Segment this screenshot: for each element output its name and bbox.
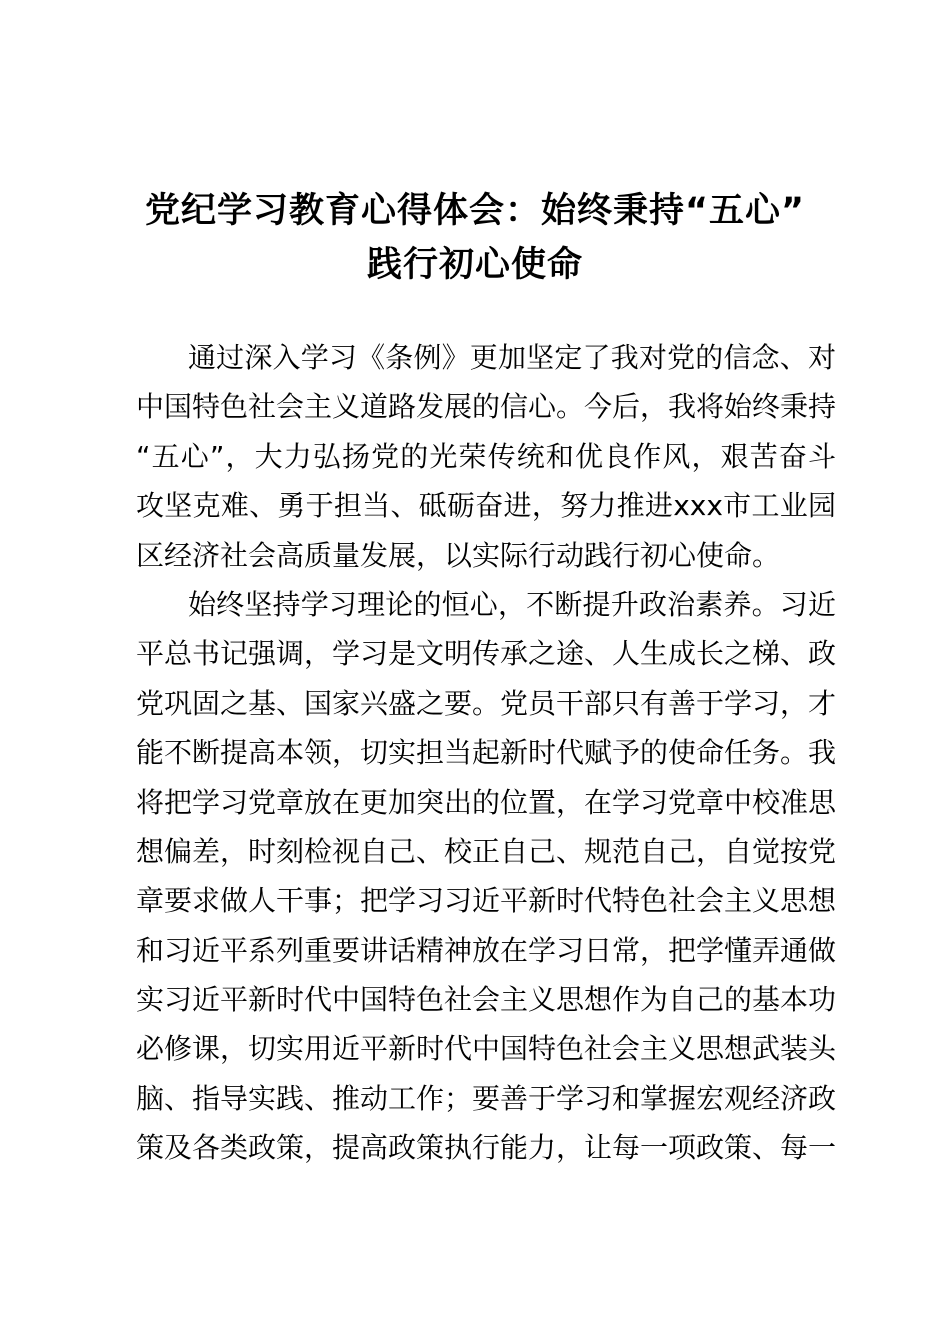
paragraph-1-line: 通过深入学习《条例》更加坚定了我对党的信念、对 <box>188 341 836 374</box>
paragraph-2-line: 始终坚持学习理论的恒心，不断提升政治素养。习近 <box>188 587 836 621</box>
document-title <box>0 184 950 292</box>
paragraph-2-line: 能不断提高本领，切实担当起新时代赋予的使命任务。我 <box>136 736 837 770</box>
paragraph-2-line: 和习近平系列重要讲话精神放在学习日常，把学懂弄通做 <box>136 933 837 967</box>
paragraph-2-line: 平总书记强调，学习是文明传承之途、人生成长之梯、政 <box>136 637 837 671</box>
paragraph-2-line: 实习近平新时代中国特色社会主义思想作为自己的基本功 <box>136 983 837 1017</box>
paragraph-2-line: 想偏差，时刻检视自己、校正自己、规范自己，自觉按党 <box>136 834 837 868</box>
paragraph-1-line: “五心”，大力弘扬党的光荣传统和优良作风，艰苦奋斗 <box>136 439 836 473</box>
paragraph-2-line: 脑、指导实践、推动工作；要善于学习和掌握宏观经济政 <box>136 1081 837 1115</box>
paragraph-2-line: 策及各类政策，提高政策执行能力，让每一项政策、每一 <box>136 1131 837 1165</box>
title-line-2: 践行初心使命 <box>366 245 583 285</box>
document-body <box>136 333 836 1173</box>
paragraph-1-line: 区经济社会高质量发展，以实际行动践行初心使命。 <box>136 538 781 572</box>
paragraph-1-line: 中国特色社会主义道路发展的信心。今后，我将始终秉持 <box>136 390 837 424</box>
title-line-1: 党纪学习教育心得体会：始终秉持“五心” <box>144 191 805 231</box>
paragraph-2-line: 必修课，切实用近平新时代中国特色社会主义思想武装头 <box>136 1032 837 1066</box>
paragraph-2-line: 章要求做人干事；把学习习近平新时代特色社会主义思想 <box>136 884 837 918</box>
paragraph-2-line: 党巩固之基、国家兴盛之要。党员干部只有善于学习，才 <box>136 686 837 720</box>
paragraph-1-line: 攻坚克难、勇于担当、砥砺奋进，努力推进xxx市工业园 <box>136 489 836 523</box>
paragraph-2-line: 将把学习党章放在更加突出的位置，在学习党章中校准思 <box>136 785 837 819</box>
